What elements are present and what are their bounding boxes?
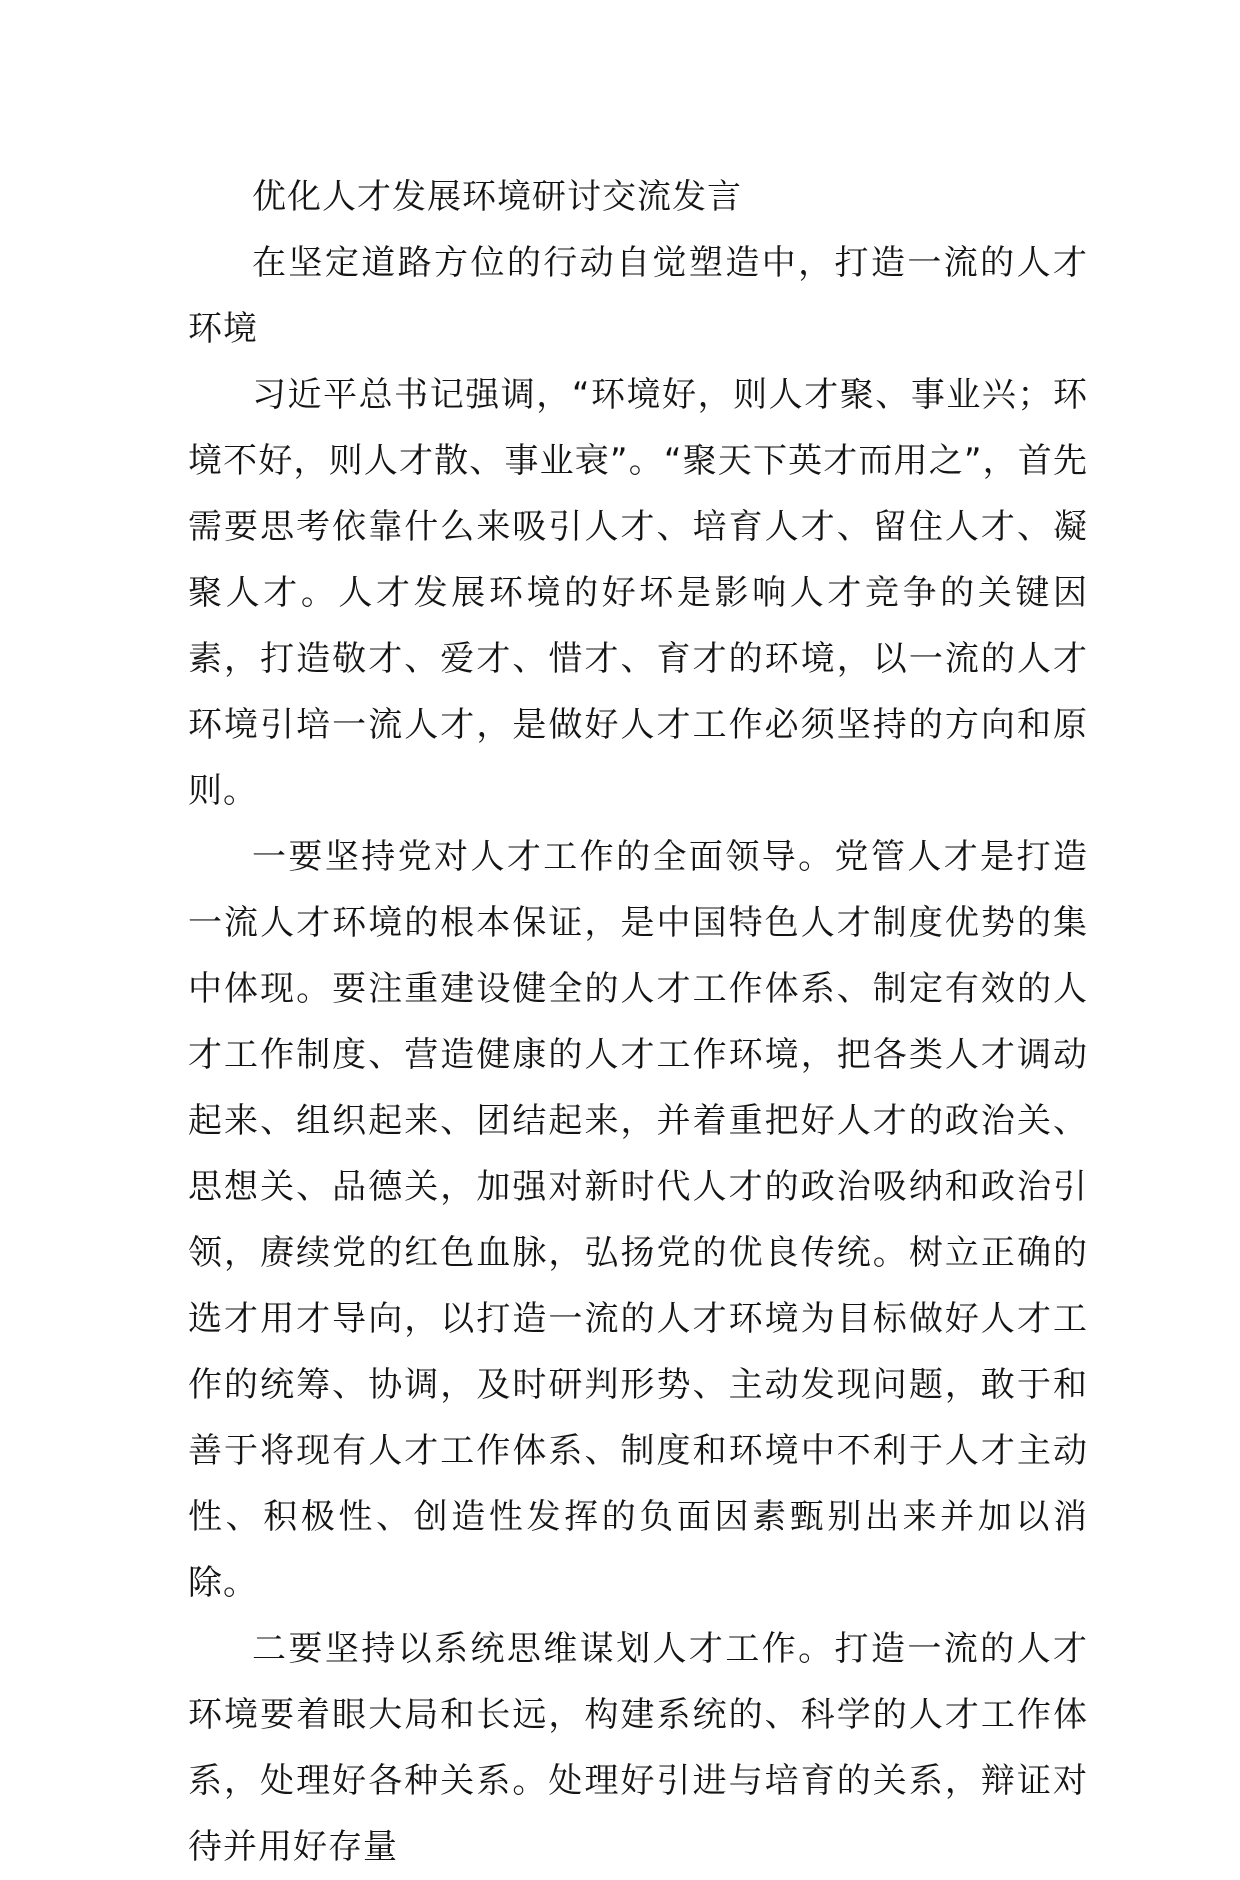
paragraph-intro: 习近平总书记强调，“环境好，则人才聚、事业兴；环境不好，则人才散、事业衰”。“聚天下英才而用之”，首先需要思考依靠什么来吸引人才、培育人才、留住人才、凝聚人才。人才发展环境的好坏是影响人才竞争的关键因素，打造敬才、爱才、惜才、育才的环境，以一流的人才环境引培一流人才，是做好人才工作必须坚持的方向和原则。	[188, 375, 1088, 811]
document-body	[188, 164, 1088, 1880]
paragraph-point-one: 一要坚持党对人才工作的全面领导。党管人才是打造一流人才环境的根本保证，是中国特色人才制度优势的集中体现。要注重建设健全的人才工作体系、制定有效的人才工作制度、营造健康的人才工作环境，把各类人才调动起来、组织起来、团结起来，并着重把好人才的政治关、思想关、品德关，加强对新时代人才的政治吸纳和政治引领，赓续党的红色血脉，弘扬党的优良传统。树立正确的选才用才导向，以打造一流的人才环境为目标做好人才工作的统筹、协调，及时研判形势、主动发现问题，敢于和善于将现有人才工作体系、制度和环境中不利于人才主动性、积极性、创造性发挥的负面因素甄别出来并加以消除。	[188, 837, 1088, 1603]
document-subtitle: 在坚定道路方位的行动自觉塑造中，打造一流的人才环境	[188, 243, 1088, 349]
document-title: 优化人才发展环境研讨交流发言	[252, 177, 742, 217]
paragraph-point-two: 二要坚持以系统思维谋划人才工作。打造一流的人才环境要着眼大局和长远，构建系统的、科学的人才工作体系，处理好各种关系。处理好引进与培育的关系，辩证对待并用好存量	[188, 1629, 1088, 1867]
